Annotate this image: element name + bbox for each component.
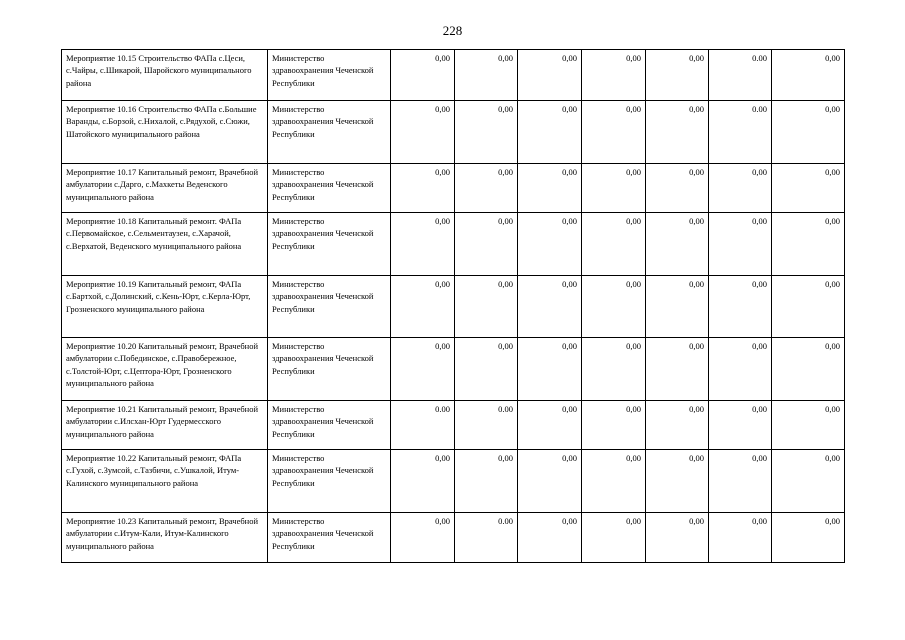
- value-cell: 0,00: [455, 101, 518, 164]
- value-cell: 0,00: [646, 513, 709, 563]
- executor-cell: Министерство здравоохранения Чеченской Республики: [268, 513, 391, 563]
- value-cell: 0,00: [646, 50, 709, 101]
- value-cell: 0,00: [646, 401, 709, 450]
- value-cell: 0,00: [391, 50, 455, 101]
- value-cell: 0,00: [455, 276, 518, 338]
- value-cell: 0.00: [709, 101, 772, 164]
- value-cell: 0,00: [772, 401, 845, 450]
- value-cell: 0,00: [582, 276, 646, 338]
- value-cell: 0,00: [518, 450, 582, 513]
- value-cell: 0,00: [391, 450, 455, 513]
- table-row: [62, 164, 845, 213]
- value-cell: 0,00: [518, 213, 582, 276]
- value-cell: 0,00: [391, 164, 455, 213]
- value-cell: 0,00: [455, 338, 518, 401]
- table-row: [62, 213, 845, 276]
- event-cell: Мероприятие 10.22 Капитальный ремонт, ФАПа с.Гухой, с.Зумсой, с.Тазбичи, с.Ушкалой, Итум-Калинского муниципального района: [62, 450, 268, 513]
- value-cell: 0,00: [582, 164, 646, 213]
- value-cell: 0,00: [518, 513, 582, 563]
- value-cell: 0,00: [646, 164, 709, 213]
- table-row: [62, 513, 845, 563]
- value-cell: 0,00: [455, 450, 518, 513]
- value-cell: 0,00: [646, 213, 709, 276]
- budget-table: [61, 49, 845, 563]
- value-cell: 0.00: [391, 401, 455, 450]
- value-cell: 0,00: [646, 338, 709, 401]
- value-cell: 0,00: [518, 50, 582, 101]
- executor-cell: Министерство здравоохранения Чеченской Республики: [268, 101, 391, 164]
- value-cell: 0,00: [709, 164, 772, 213]
- executor-cell: Министерство здравоохранения Чеченской Республики: [268, 164, 391, 213]
- value-cell: 0.00: [455, 401, 518, 450]
- value-cell: 0,00: [772, 450, 845, 513]
- executor-cell: Министерство здравоохранения Чеченской Республики: [268, 213, 391, 276]
- value-cell: 0,00: [772, 338, 845, 401]
- value-cell: 0,00: [582, 50, 646, 101]
- value-cell: 0,00: [391, 213, 455, 276]
- value-cell: 0,00: [772, 50, 845, 101]
- value-cell: 0,00: [709, 213, 772, 276]
- value-cell: 0.00: [709, 50, 772, 101]
- value-cell: 0,00: [455, 164, 518, 213]
- value-cell: 0,00: [582, 338, 646, 401]
- value-cell: 0,00: [455, 50, 518, 101]
- value-cell: 0,00: [772, 276, 845, 338]
- value-cell: 0,00: [518, 164, 582, 213]
- event-cell: Мероприятие 10.19 Капитальный ремонт, ФАПа с.Бартхой, с.Долинский, с.Кень-Юрт, с.Керла-Юрт, Грозненского муниципального района: [62, 276, 268, 338]
- value-cell: 0,00: [772, 213, 845, 276]
- table-row: [62, 101, 845, 164]
- value-cell: 0,00: [518, 276, 582, 338]
- value-cell: 0,00: [391, 101, 455, 164]
- value-cell: 0,00: [772, 164, 845, 213]
- executor-cell: Министерство здравоохранения Чеченской Республики: [268, 338, 391, 401]
- value-cell: 0,00: [518, 401, 582, 450]
- executor-cell: Министерство здравоохранения Чеченской Республики: [268, 401, 391, 450]
- value-cell: 0,00: [709, 338, 772, 401]
- event-cell: Мероприятие 10.15 Строительство ФАПа с.Цеси, с.Чайры, с.Шикарой, Шаройского муниципального района: [62, 50, 268, 101]
- table-row: [62, 50, 845, 101]
- executor-cell: Министерство здравоохранения Чеченской Республики: [268, 50, 391, 101]
- value-cell: 0,00: [709, 450, 772, 513]
- table-row: [62, 401, 845, 450]
- value-cell: 0,00: [518, 101, 582, 164]
- event-cell: Мероприятие 10.18 Капитальный ремонт. ФАПа с.Первомайское, с.Сельментаузен, с.Харачой, с.Верхатой, Веденского муниципального района: [62, 213, 268, 276]
- value-cell: 0,00: [772, 101, 845, 164]
- table-row: [62, 450, 845, 513]
- value-cell: 0,00: [709, 276, 772, 338]
- page-number: 228: [442, 23, 463, 38]
- value-cell: 0,00: [772, 513, 845, 563]
- value-cell: 0,00: [709, 513, 772, 563]
- value-cell: 0,00: [646, 276, 709, 338]
- value-cell: 0,00: [582, 101, 646, 164]
- value-cell: 0,00: [709, 401, 772, 450]
- event-cell: Мероприятие 10.17 Капитальный ремонт, Врачебной амбулатории с.Дарго, с.Махкеты Веденского муниципального района: [62, 164, 268, 213]
- event-cell: Мероприятие 10.16 Строительство ФАПа с.Большие Варанды, с.Борзой, с.Нихалой, с.Рядухой, с.Сюжи, Шатойского муниципального района: [62, 101, 268, 164]
- value-cell: 0,00: [646, 101, 709, 164]
- value-cell: 0,00: [455, 213, 518, 276]
- table-row: [62, 276, 845, 338]
- executor-cell: Министерство здравоохранения Чеченской Республики: [268, 276, 391, 338]
- value-cell: 0,00: [391, 513, 455, 563]
- value-cell: 0,00: [582, 450, 646, 513]
- value-cell: 0,00: [582, 401, 646, 450]
- value-cell: 0,00: [582, 213, 646, 276]
- table-row: [62, 338, 845, 401]
- value-cell: 0,00: [391, 338, 455, 401]
- event-cell: Мероприятие 10.23 Капитальный ремонт, Врачебной амбулатории с.Итум-Кали, Итум-Калинского муниципального района: [62, 513, 268, 563]
- event-cell: Мероприятие 10.21 Капитальный ремонт, Врачебной амбулатории с.Илсхан-Юрт Гудермесского муниципального района: [62, 401, 268, 450]
- value-cell: 0,00: [391, 276, 455, 338]
- value-cell: 0,00: [646, 450, 709, 513]
- value-cell: 0.00: [455, 513, 518, 563]
- event-cell: Мероприятие 10.20 Капитальный ремонт, Врачебной амбулатории с.Побединское, с.Правобережное, с.Толстой-Юрт, с.Цептора-Юрт, Грозненского муниципального района: [62, 338, 268, 401]
- value-cell: 0,00: [582, 513, 646, 563]
- value-cell: 0,00: [518, 338, 582, 401]
- executor-cell: Министерство здравоохранения Чеченской Республики: [268, 450, 391, 513]
